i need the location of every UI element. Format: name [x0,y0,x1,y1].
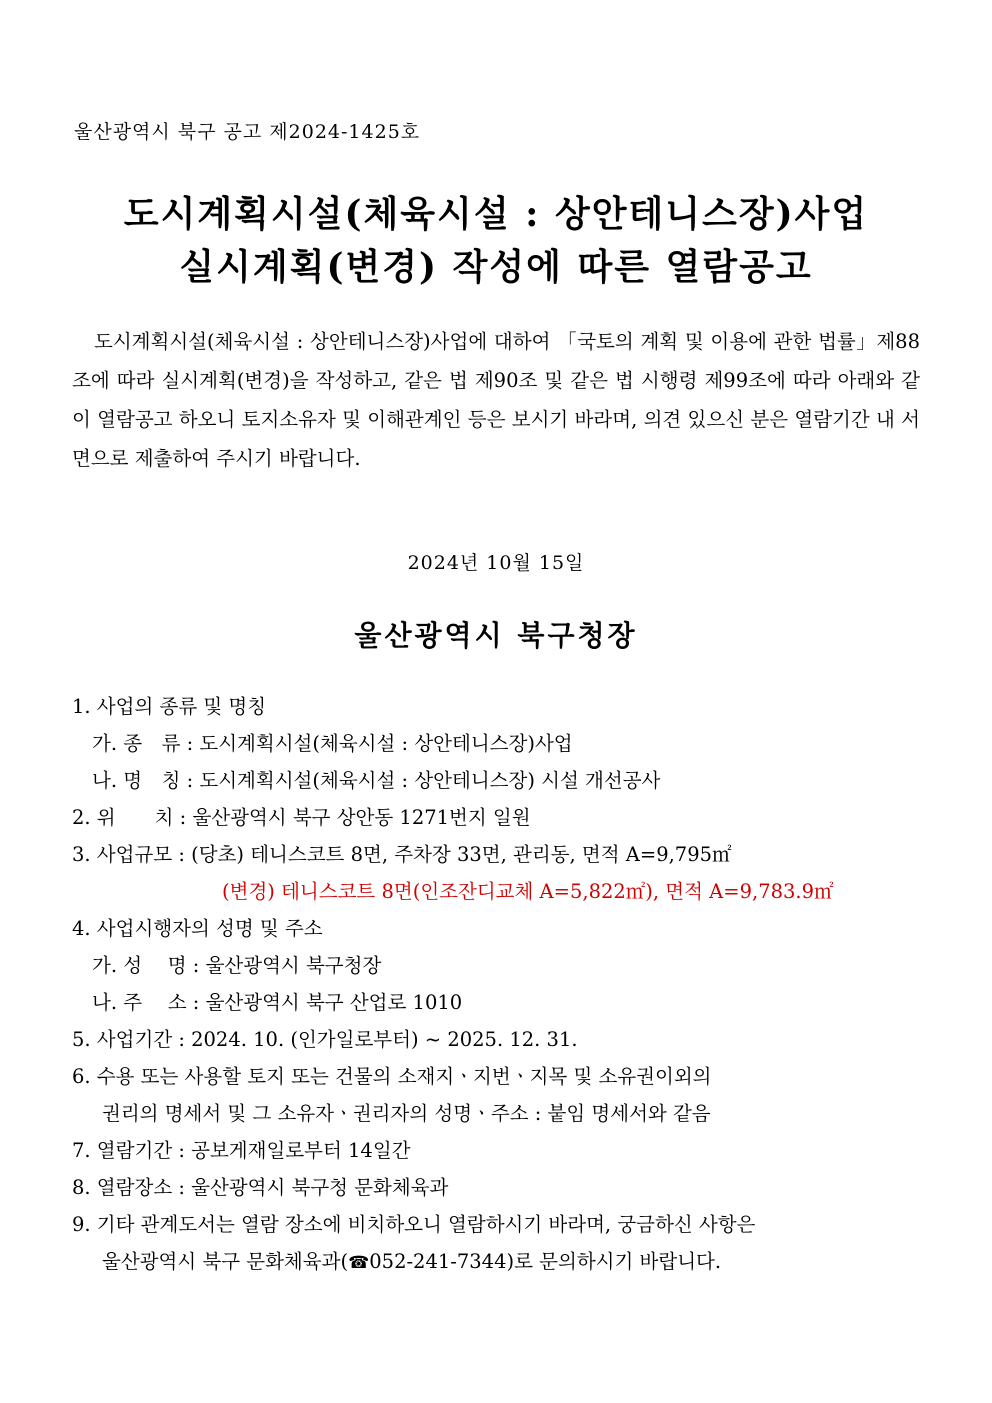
item-1: 1. 사업의 종류 및 명칭 [72,695,267,718]
title-line-2: 실시계획(변경) 작성에 따른 열람공고 [179,246,813,288]
item-6-line-1: 6. 수용 또는 사용할 토지 또는 건물의 소재지ㆍ지번ㆍ지목 및 소유권이외의 [72,1065,712,1088]
contact-prefix: 울산광역시 북구 문화체육과( [102,1250,349,1273]
item-9-line-2 [72,1243,922,1280]
item-3: 3. 사업규모 : (당초) 테니스코트 8면, 주차장 33면, 관리동, 면적 A=9,795㎡ [72,843,732,866]
item-8: 8. 열람장소 : 울산광역시 북구청 문화체육과 [72,1176,449,1199]
item-4: 4. 사업시행자의 성명 및 주소 [72,917,323,940]
item-1-a: 가. 종 류 : 도시계획시설(체육시설 : 상안테니스장)사업 [92,732,573,755]
item-1-b: 나. 명 칭 : 도시계획시설(체육시설 : 상안테니스장) 시설 개선공사 [92,769,661,792]
contact-phone: 052-241-7344 [369,1250,507,1273]
item-9-line-1: 9. 기타 관계도서는 열람 장소에 비치하오니 열람하시기 바라며, 궁금하신 사항은 [72,1213,756,1236]
item-3-changed: (변경) 테니스코트 8면(인조잔디교체 A=5,822㎡), 면적 A=9,783.9㎡ [222,880,834,903]
item-4-a: 가. 성 명 : 울산광역시 북구청장 [92,954,382,977]
notice-number: 울산광역시 북구 공고 제2024-1425호 [74,121,421,143]
notice-date: 2024년 10월 15일 [407,552,585,574]
item-7: 7. 열람기간 : 공보게재일로부터 14일간 [72,1139,411,1162]
body-paragraph: 도시계획시설(체육시설 : 상안테니스장)사업에 대하여 「국토의 계획 및 이용에 관한 법률」제88조에 따라 실시계획(변경)을 작성하고, 같은 법 제90조 및 같은 법 시행령 제99조에 따라 아래와 같이 열람공고 하오니 토지소유자 및 이해관계인 등은 보시기 바라며, 의견 있으신 분은 열람기간 내 서면으로 제출하여 주시기 바랍니다. [72,330,920,470]
phone-icon: ☎ [348,1253,370,1273]
title-line-1: 도시계획시설(체육시설 : 상안테니스장)사업 [123,193,869,235]
item-5: 5. 사업기간 : 2024. 10. (인가일로부터) ~ 2025. 12. 31. [72,1028,578,1051]
item-4-b: 나. 주 소 : 울산광역시 북구 산업로 1010 [92,991,463,1014]
item-6-line-2: 권리의 명세서 및 그 소유자ㆍ권리자의 성명ㆍ주소 : 붙임 명세서와 같음 [102,1102,711,1125]
item-list [72,688,922,1280]
issuer-name: 울산광역시 북구청장 [354,619,638,652]
item-2: 2. 위 치 : 울산광역시 북구 상안동 1271번지 일원 [72,806,531,829]
contact-suffix: )로 문의하시기 바랍니다. [506,1250,722,1273]
